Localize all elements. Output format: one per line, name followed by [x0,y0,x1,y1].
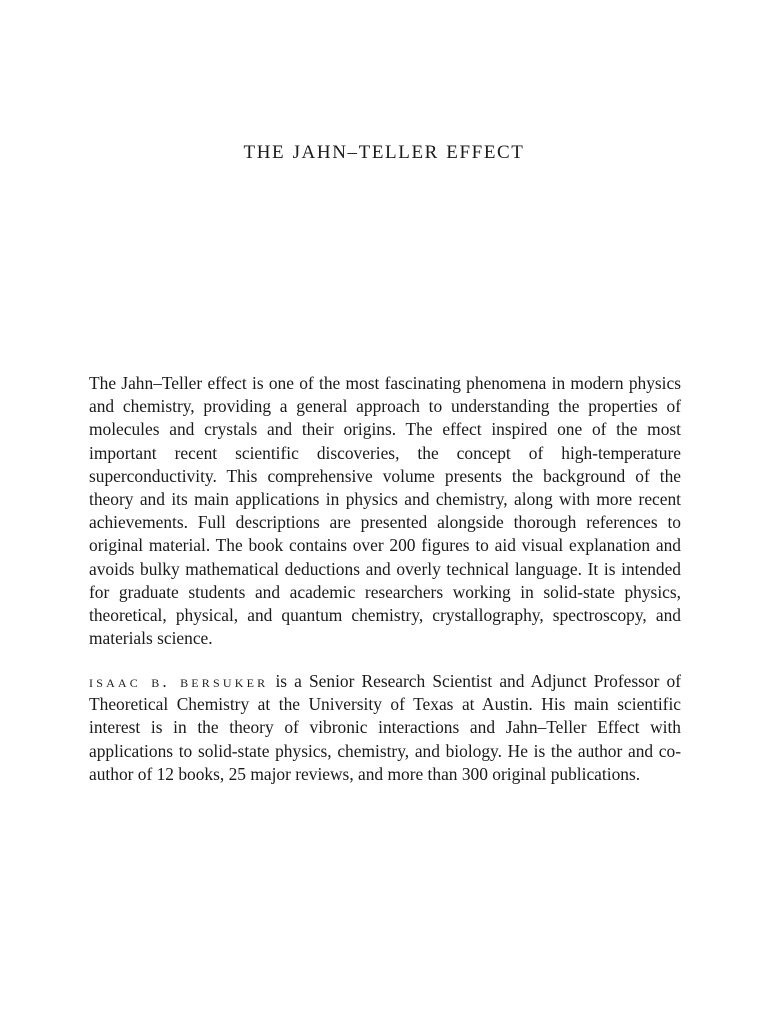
book-description: The Jahn–Teller effect is one of the most fascinating phenomena in modern physics and chemistry, providing a general approach to understanding the properties of molecules and crystals and their origins. The effect inspired one of the most important recent scientific discoveries, the concept of high-temperature superconductivity. This comprehensive volume presents the background of the theory and its main applications in physics and chemistry, along with more recent achievements. Full descriptions are presented alongside thorough references to original material. The book contains over 200 figures to aid visual explanation and avoids bulky mathematical deductions and overly technical language. It is intended for graduate students and academic researchers working in solid-state physics, theoretical, physical, and quantum chemistry, crystallography, spectroscopy, and materials science. [89,373,681,649]
author-bio-text: is a Senior Research Scientist and Adjunct Professor of Theoretical Chemistry at the University of Texas at Austin. His main scientific interest is in the theory of vibronic interactions and Jahn–Teller Effect with applications to solid-state physics, chemistry, and biology. He is the author and co-author of 12 books, 25 major reviews, and more than 300 original publications. [89,671,681,784]
author-name: isaac b. bersuker [89,672,269,691]
author-biography [89,670,681,786]
book-title: THE JAHN–TELLER EFFECT [243,142,525,163]
